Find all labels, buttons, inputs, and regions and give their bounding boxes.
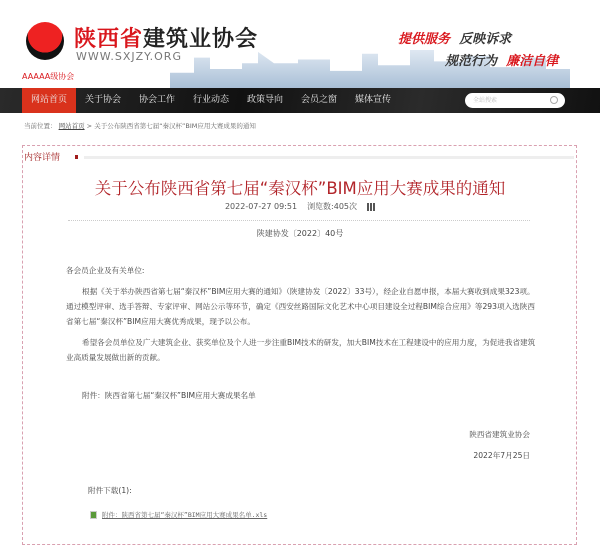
download-item bbox=[90, 507, 560, 523]
downloads-label: 附件下载(1): bbox=[88, 486, 132, 495]
search-input[interactable] bbox=[465, 93, 565, 108]
article-views: 浏览数:405次 bbox=[307, 202, 358, 211]
signer: 陕西省建筑业协会 bbox=[469, 430, 530, 439]
nav-news[interactable]: 行业动态 bbox=[192, 95, 229, 105]
nav-policy[interactable]: 政策导向 bbox=[246, 95, 283, 105]
nav-members[interactable]: 会员之窗 bbox=[300, 95, 337, 105]
site-title-black: 建筑业协会 bbox=[143, 27, 259, 52]
slogan-line-2 bbox=[445, 50, 558, 69]
sign-date: 2022年7月25日 bbox=[473, 451, 530, 460]
slogan-line-1 bbox=[398, 28, 511, 47]
search-placeholder: 全站搜索 bbox=[473, 97, 498, 104]
qr-code-icon[interactable] bbox=[367, 203, 375, 211]
breadcrumb bbox=[24, 121, 256, 130]
nav-home[interactable]: 网站首页 bbox=[22, 88, 76, 113]
download-link[interactable]: 附件：陕西省第七届“秦汉杯”BIM应用大赛成果名单.xls bbox=[102, 511, 268, 519]
nav-media[interactable]: 媒体宣传 bbox=[354, 95, 391, 105]
section-marker bbox=[75, 155, 78, 159]
slogan-b: 反映诉求 bbox=[459, 32, 512, 47]
site-title-red: 陕西省 bbox=[74, 27, 144, 52]
article-meta bbox=[0, 201, 600, 212]
slogan-c: 规范行为 bbox=[445, 54, 498, 69]
search-icon[interactable] bbox=[550, 96, 558, 104]
article-title: 关于公布陕西省第七届“秦汉杯”BIM应用大赛成果的通知 bbox=[94, 179, 506, 198]
breadcrumb-separator: > bbox=[86, 122, 93, 130]
grade-label: AAAAA级协会 bbox=[22, 72, 75, 81]
logo-icon[interactable] bbox=[26, 22, 64, 60]
paragraph-2: 希望各会员单位及广大建筑企业、获奖单位及个人进一步注重BIM技术的研发，加大BIM技术在工程建设中的应用力度，为促进我省建筑业高质量发展做出新的贡献。 bbox=[66, 338, 536, 362]
site-title[interactable] bbox=[74, 22, 258, 53]
article-datetime: 2022-07-27 09:51 bbox=[224, 202, 298, 211]
document-number: 陕建协发〔2022〕40号 bbox=[256, 229, 344, 238]
section-heading: 内容详情 bbox=[24, 153, 61, 163]
excel-file-icon bbox=[90, 511, 97, 519]
attachment-note: 附件：陕西省第七届“秦汉杯”BIM应用大赛成果名单 bbox=[82, 391, 256, 400]
breadcrumb-label: 当前位置： bbox=[24, 122, 57, 130]
breadcrumb-home[interactable]: 网站首页 bbox=[58, 122, 85, 130]
slogan-d: 廉洁自律 bbox=[506, 54, 559, 69]
breadcrumb-current: 关于公布陕西省第七届“秦汉杯”BIM应用大赛成果的通知 bbox=[94, 122, 256, 130]
divider bbox=[68, 220, 530, 221]
site-url: WWW.SXJZY.ORG bbox=[76, 50, 182, 63]
section-bar bbox=[84, 156, 574, 159]
salutation: 各会员企业及有关单位: bbox=[66, 266, 145, 275]
paragraph-1: 根据《关于举办陕西省第七届“秦汉杯”BIM应用大赛的通知》（陕建协发〔2022〕33号），经企业自愿申报，本届大赛收到成果323项。通过模型评审、选手答辩、专家评审、网站公示等环节，确定《西安丝路国际文化艺术中心项目建设全过程BIM综合应用》等293项入选陕西省第七届“秦汉杯”BIM应用大赛优秀成果，现予以公布。 bbox=[66, 287, 535, 326]
slogan-a: 提供服务 bbox=[398, 32, 451, 47]
nav-about[interactable]: 关于协会 bbox=[84, 95, 121, 105]
nav-work[interactable]: 协会工作 bbox=[138, 95, 175, 105]
site-header bbox=[0, 0, 600, 88]
